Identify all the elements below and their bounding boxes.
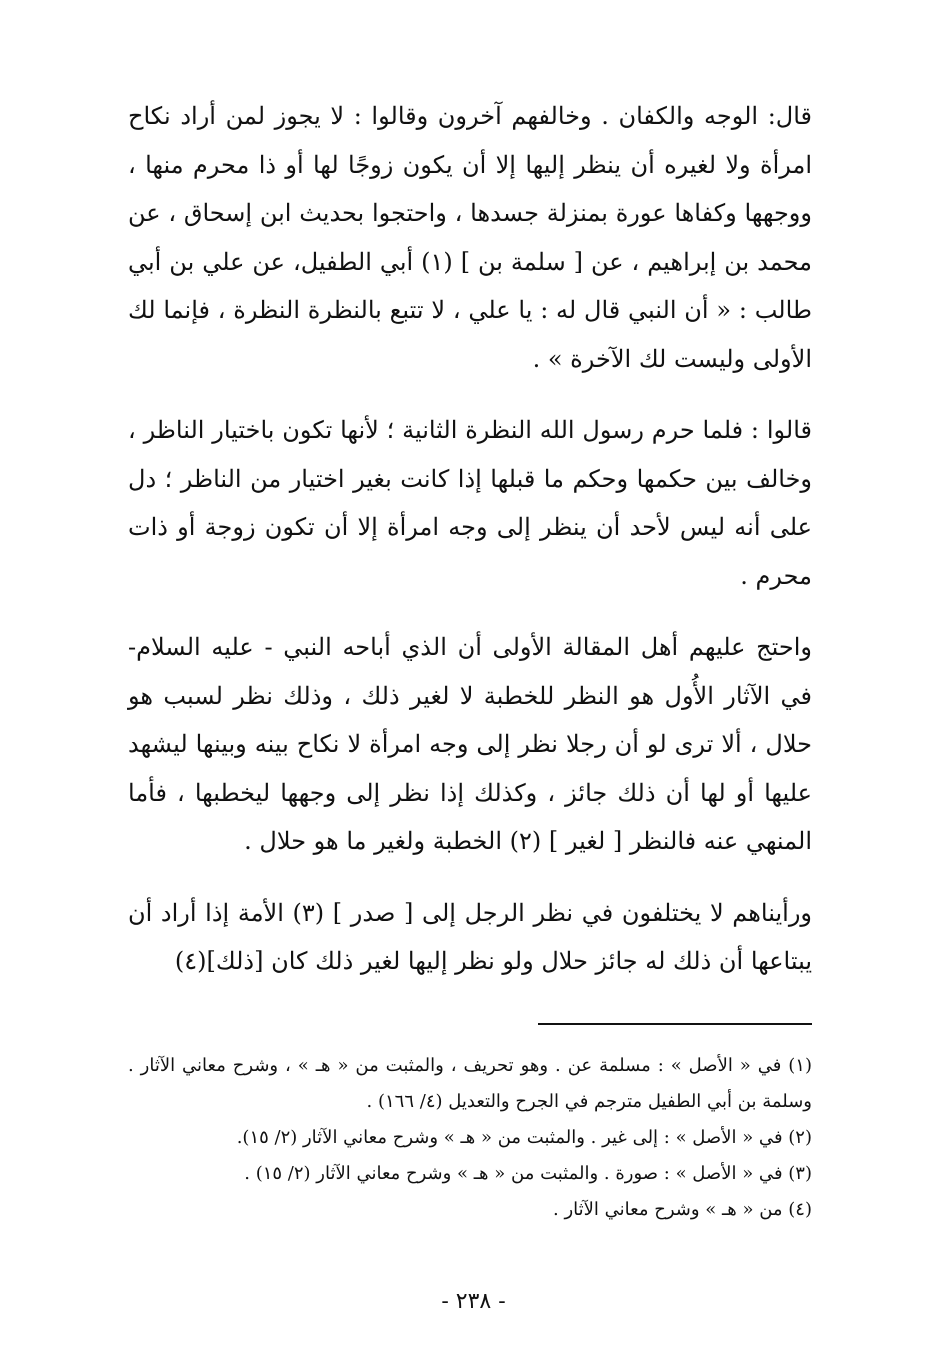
footnotes [128, 1048, 812, 1228]
paragraph-2: قالوا : فلما حرم رسول الله النظرة الثانية ؛ لأنها تكون باختيار الناظر ، وخالف بين حكمها وحكم ما قبلها إذا كانت بغير اختيار من الناظر ؛ دل على أنه ليس لأحد أن ينظر إلى وجه امرأة إلا أن تكون زوجة أو ذات محرم . [128, 416, 812, 590]
footnote-2: (٢) في « الأصل » : إلى غير . والمثبت من « هـ » وشرح معاني الآثار (٢/ ١٥). [236, 1127, 812, 1148]
paragraph-1: قال: الوجه والكفان . وخالفهم آخرون وقالوا : لا يجوز لمن أراد نكاح امرأة ولا لغيره أن ينظر إليها إلا أن يكون زوجًا لها أو ذا محرم منها ، ووجهها وكفاها عورة بمنزلة جسدها ، واحتجوا بحديث ابن إسحاق ، عن محمد بن إبراهيم ، عن [ سلمة بن ] (١) أبي الطفيل، عن علي بن أبي طالب : « أن النبي قال له : يا علي ، لا تتبع بالنظرة النظرة ، فإنما لك الأولى وليست لك الآخرة » . [128, 102, 813, 373]
footnote-4: (٤) من « هـ » وشرح معاني الآثار . [553, 1199, 812, 1220]
main-text [128, 92, 812, 1009]
footnote-1: (١) في « الأصل » : مسلمة عن . وهو تحريف ، والمثبت من « هـ » ، وشرح معاني الآثار . وسلمة بن أبي الطفيل مترجم في الجرح والتعديل (٤/ ١٦٦) . [128, 1055, 812, 1112]
footnote-3: (٣) في « الأصل » : صورة . والمثبت من « هـ » وشرح معاني الآثار (٢/ ١٥) . [244, 1163, 812, 1184]
paragraph-3: واحتج عليهم أهل المقالة الأولى أن الذي أباحه النبي - عليه السلام- في الآثار الأُول هو النظر للخطبة لا لغير ذلك ، وذلك نظر لسبب هو حلال ، ألا ترى لو أن رجلا نظر إلى وجه امرأة لا نكاح بينه وبينها ليشهد عليها أو لها أن ذلك جائز ، وكذلك إذا نظر إلى وجهها ليخطبها ، فأما المنهي عنه فالنظر [ لغير ] (٢) الخطبة ولغير ما هو حلال . [128, 633, 812, 855]
footnote-divider [538, 1023, 812, 1025]
page-number: - ٢٣٨ - [441, 1289, 506, 1314]
paragraph-4: ورأيناهم لا يختلفون في نظر الرجل إلى [ صدر ] (٣) الأمة إذا أراد أن يبتاعها أن ذلك له جائز حلال ولو نظر إليها لغير ذلك كان [ذلك](٤) [128, 898, 813, 975]
